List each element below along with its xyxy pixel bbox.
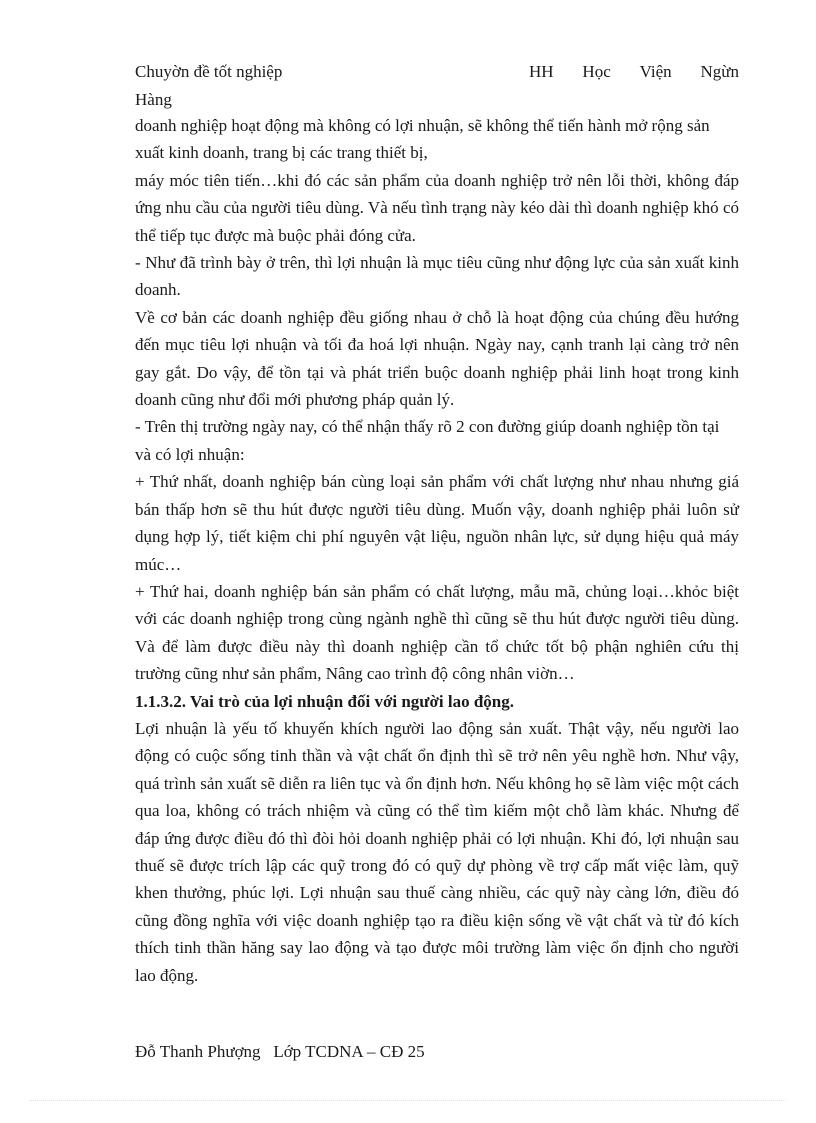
footer-author: Đỗ Thanh Phượng [135,1042,261,1061]
footer-class: Lớp TCDNA – CĐ 25 [273,1042,425,1061]
body-paragraph: - Trên thị trường ngày nay, có thể nhận thấy rõ 2 con đường giúp doanh nghiệp tồn tại và có lợi nhuận: [135,417,720,464]
page-bottom-divider [30,1100,786,1101]
body-paragraph: - Như đã trình bày ở trên, thì lợi nhuận là mục tiêu cũng như động lực của sản xuất kinh doanh. [135,253,739,300]
section-paragraph: Lợi nhuận là yếu tố khuyến khích người lao động sản xuất. Thật vậy, nếu người lao động có cuộc sống tinh thần và vật chất ổn định thì sẽ trở nên yêu nghề hơn. Như vậy, quá trình sản xuất sẽ diễn ra liên tục và ổn định hơn. Nếu không họ sẽ làm việc một cách qua loa, không có trách nhiệm và cũng có thể tìm kiếm một chỗ làm khác. Nhưng để đáp ứng được điều đó thì đòi hỏi doanh nghiệp phải có lợi nhuận. Khi đó, lợi nhuận sau thuế sẽ được trích lập các quỹ trong đó có quỹ dự phòng về trợ cấp mất việc làm, quỹ khen thưởng, phúc lợi. Lợi nhuận sau thuế càng nhiều, các quỹ này càng lớn, điều đó cũng đồng nghĩa với việc doanh nghiệp tạo ra điều kiện sống về vật chất và từ đó kích thích tinh thần hăng say lao động và tạo được môi trường làm việc ổn định cho người lao động. [135,718,739,985]
page-footer [135,1040,425,1064]
header-word: HH [529,62,554,81]
body-paragraph: + Thứ nhất, doanh nghiệp bán cùng loại sản phẩm với chất lượng như nhau nhưng giá bán thấp hơn sẽ thu hút được người tiêu dùng. Muốn vậy, doanh nghiệp phải luôn sử dụng hợp lý, tiết kiệm chi phí nguyên vật liệu, nguồn nhân lực, sử dụng hiệu quả máy múc… [135,472,739,574]
body-paragraph: doanh nghiệp hoạt động mà không có lợi nhuận, sẽ không thể tiến hành mở rộng sản xuất kinh doanh, trang bị các trang thiết bị, [135,116,710,163]
header-word: Viện [639,62,672,81]
body-paragraph: máy móc tiên tiến…khi đó các sản phẩm của doanh nghiệp trở nên lỗi thời, không đáp ứng nhu cầu của người tiêu dùng. Và nếu tình trạng này kéo dài thì doanh nghiệp khó có thể tiếp tục được mà buộc phải đóng cửa. [135,170,739,245]
body-paragraph: + Thứ hai, doanh nghiệp bán sản phẩm có chất lượng, mẫu mã, chủng loại…khỏc biệt với các doanh nghiệp trong cùng ngành nghề thì cũng sẽ thu hút được người tiêu dùng. Và để làm được điều này thì doanh nghiệp cần tổ chức tốt bộ phận nghiên cứu thị trường cũng như sản phẩm, Nâng cao trình độ công nhân viờn… [135,581,739,684]
header-row [135,58,739,86]
header-word: Học [582,62,611,81]
page-header [135,58,739,114]
header-institution-wrap: Hàng [135,90,172,109]
body-paragraph: Về cơ bản các doanh nghiệp đều giống nhau ở chỗ là hoạt động của chúng đều hướng đến mục tiêu lợi nhuận và tối đa hoá lợi nhuận. Ngày nay, cạnh tranh lại càng trở nên gay gắt. Do vậy, để tồn tại và phát triển buộc doanh nghiệp phải linh hoạt trong kinh doanh cũng như đổi mới phương pháp quản lý. [135,307,739,410]
header-institution [529,58,739,86]
header-word: Ngừn [700,62,739,81]
section-heading: 1.1.3.2. Vai trò của lợi nhuận đối với người lao động. [135,691,515,711]
header-thesis-title: Chuyờn đề tốt nghiệp [135,62,283,81]
document-body [135,112,739,989]
